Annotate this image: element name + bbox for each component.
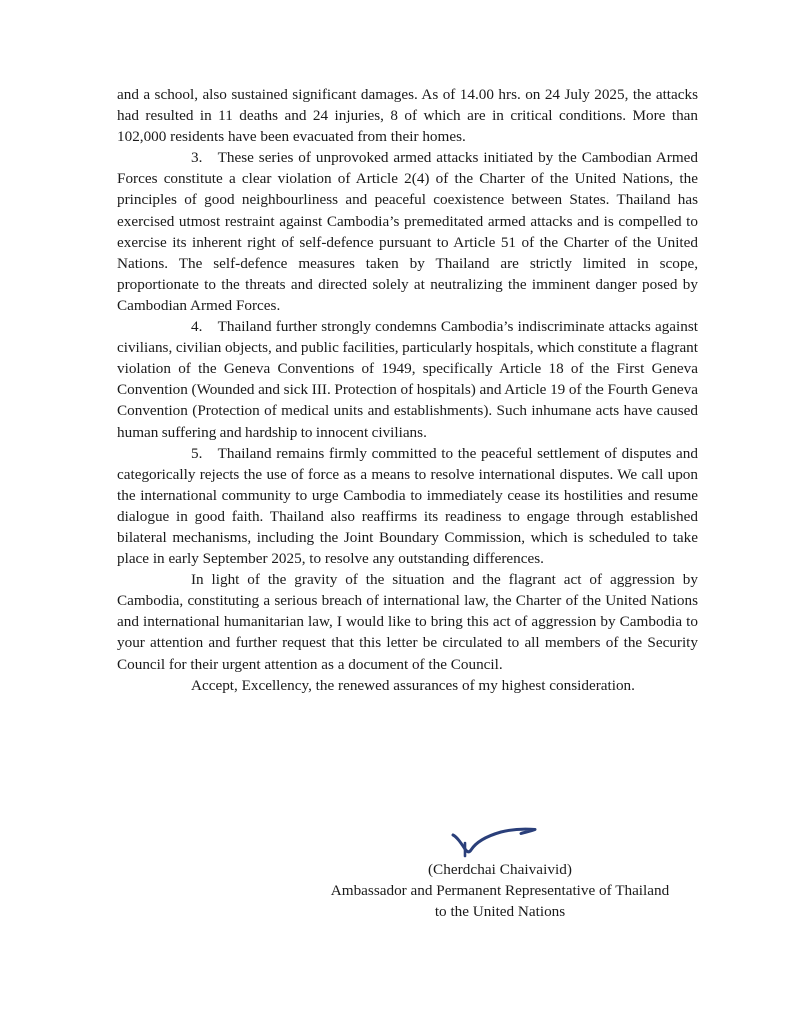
letter-body [117,84,698,696]
paragraph-in-light-of: In light of the gravity of the situation and the flagrant act of aggression by Cambodia, constituting a serious breach of international law, the Charter of the United Nations and international humanitarian law, I would like to bring this act of aggression by Cambodia to your attention and further request that this letter be circulated to all members of the Security Council for their urgent attention as a document of the Council. [117,571,698,673]
paragraph-3: 3. These series of unprovoked armed attacks initiated by the Cambodian Armed Forces constitute a clear violation of Article 2(4) of the Charter of the United Nations, the principles of good neighbourliness and peaceful coexistence between States. Thailand has exercised utmost restraint against Cambodia’s premeditated armed attacks and is compelled to exercise its inherent right of self-defence pursuant to Article 51 of the Charter of the United Nations. The self-defence measures taken by Thailand are strictly limited in scope, proportionate to the threats and directed solely at neutralizing the imminent danger posed by Cambodian Armed Forces. [117,149,698,314]
paragraph-5: 5. Thailand remains firmly committed to the peaceful settlement of disputes and categorically rejects the use of force as a means to resolve international disputes. We call upon the international community to urge Cambodia to immediately cease its hostilities and resume dialogue in good faith. Thailand also reaffirms its readiness to engage through established bilateral mechanisms, including the Joint Boundary Commission, which is scheduled to take place in early September 2025, to resolve any outstanding differences. [117,444,698,568]
signature-block [300,825,700,922]
paragraph-4: 4. Thailand further strongly condemns Cambodia’s indiscriminate attacks against civilians, civilian objects, and public facilities, particularly hospitals, which constitute a flagrant violation of the Geneva Conventions of 1949, specifically Article 18 of the First Geneva Convention (Wounded and sick III. Protection of hospitals) and Article 19 of the Fourth Geneva Convention (Protection of medical units and establishments). Such inhumane acts have caused human suffering and hardship to innocent civilians. [117,318,698,441]
signatory-title-line-1: Ambassador and Permanent Representative of Thailand [330,882,670,900]
signatory-title-line-2: to the United Nations [434,903,566,921]
signatory-name: (Cherdchai Chaivaivid) [427,861,573,878]
paragraph-closing: Accept, Excellency, the renewed assurances of my highest consideration. [191,676,635,694]
paragraph-continuation: and a school, also sustained significant damages. As of 14.00 hrs. on 24 July 2025, the attacks had resulted in 11 deaths and 24 injuries, 8 of which are in critical conditions. More than 102,000 residents have been evacuated from their homes. [117,86,698,146]
handwritten-signature-icon [443,825,553,859]
